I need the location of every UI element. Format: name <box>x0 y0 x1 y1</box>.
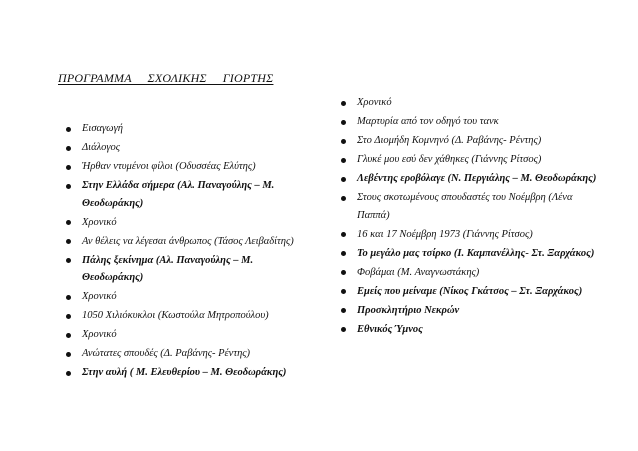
program-item-text: Αν θέλεις να λέγεσαι άνθρωπος (Τάσος Λειβαδίτης) <box>82 235 294 247</box>
program-item <box>341 245 603 263</box>
program-item-text: Εισαγωγή <box>82 123 123 134</box>
program-item-text: Στην αυλή ( Μ. Ελευθερίου – Μ. Θεοδωράκης) <box>82 367 287 378</box>
program-item <box>341 302 603 320</box>
bullet-icon <box>341 177 346 182</box>
bullet-icon <box>341 101 346 106</box>
bullet-icon <box>341 270 346 275</box>
program-item <box>341 132 603 150</box>
program-item <box>66 326 316 344</box>
program-item-text: Προσκλητήριο Νεκρών <box>357 304 460 316</box>
bullet-icon <box>66 333 71 338</box>
bullet-icon <box>66 314 71 319</box>
program-item-text: Εμείς που μείναμε (Νίκος Γκάτσος – Στ. Ξαρχάκος) <box>357 285 583 297</box>
bullet-icon <box>341 289 346 294</box>
program-item <box>341 94 603 112</box>
program-item-text: Χρονικό <box>82 291 117 302</box>
program-item-text: Χρονικό <box>82 216 117 228</box>
program-item <box>341 283 603 301</box>
program-item <box>66 345 316 363</box>
bullet-icon <box>66 184 71 189</box>
program-item-text: Το μεγάλο μας τσίρκο (Ι. Καμπανέλλης- Στ. Ξαρχάκος) <box>357 247 595 259</box>
program-item <box>66 307 316 325</box>
program-item-text: Πάλης ξεκίνημα (Αλ. Παναγούλης – Μ. Θεοδωράκης) <box>82 254 254 283</box>
right-program-list <box>341 94 603 340</box>
program-item-text: Διάλογος <box>82 142 121 153</box>
program-item <box>341 226 603 244</box>
program-item <box>66 177 316 212</box>
program-item-text: Χρονικό <box>82 329 117 340</box>
program-item <box>66 364 316 382</box>
program-item-text: Στην Ελλάδα σήμερα (Αλ. Παναγούλης – Μ. Θεοδωράκης) <box>82 180 275 209</box>
program-item <box>66 139 316 157</box>
bullet-icon <box>66 146 71 151</box>
program-item-text: Στο Διομήδη Κομνηνό (Δ. Ραβάνης- Ρέντης) <box>357 135 542 146</box>
bullet-icon <box>66 220 71 225</box>
program-item-text: Λεβέντης εροβόλαγε (Ν. Περγιάλης – Μ. Θεοδωράκης) <box>357 173 597 184</box>
program-item-text: Ανώτατες σπουδές (Δ. Ραβάνης- Ρέντης) <box>82 348 251 359</box>
program-item-text: Χρονικό <box>357 97 392 108</box>
bullet-icon <box>341 232 346 237</box>
bullet-icon <box>66 165 71 170</box>
program-item-text: 1050 Χιλιόκυκλοι (Κωστούλα Μητροπούλου) <box>82 310 269 321</box>
program-item-text: Ήρθαν ντυμένοι φίλοι (Οδυσσέας Ελύτης) <box>82 161 256 172</box>
program-item-text: Στους σκοτωμένους σπουδαστές του Νοέμβρη (Λένα Παππά) <box>357 192 573 221</box>
program-item <box>66 120 316 138</box>
program-item <box>66 233 316 251</box>
program-item-text: Μαρτυρία από τον οδηγό του τανκ <box>357 116 499 127</box>
program-item-text: Γλυκέ μου εσύ δεν χάθηκες (Γιάννης Ρίτσος) <box>357 154 542 165</box>
bullet-icon <box>66 371 71 376</box>
program-item <box>66 288 316 306</box>
program-item <box>341 321 603 339</box>
bullet-icon <box>341 327 346 332</box>
bullet-icon <box>66 258 71 263</box>
program-item-text: Εθνικός Ύμνος <box>357 323 423 335</box>
program-item <box>341 170 603 188</box>
bullet-icon <box>66 352 71 357</box>
bullet-icon <box>66 239 71 244</box>
program-item <box>341 189 603 224</box>
program-item <box>341 264 603 282</box>
bullet-icon <box>66 295 71 300</box>
program-item <box>341 113 603 131</box>
program-item <box>66 252 316 287</box>
program-item <box>341 151 603 169</box>
bullet-icon <box>341 139 346 144</box>
bullet-icon <box>66 127 71 132</box>
bullet-icon <box>341 251 346 256</box>
bullet-icon <box>341 120 346 125</box>
bullet-icon <box>341 308 346 313</box>
bullet-icon <box>341 158 346 163</box>
program-title: ΠΡΟΓΡΑΜΜΑ ΣΧΟΛΙΚΗΣ ΓΙΟΡΤΗΣ <box>58 71 274 85</box>
program-item-text: Φοβάμαι (Μ. Αναγνωστάκης) <box>357 266 480 278</box>
bullet-icon <box>341 196 346 201</box>
program-item-text: 16 και 17 Νοέμβρη 1973 (Γιάννης Ρίτσος) <box>357 228 533 240</box>
program-item <box>66 158 316 176</box>
program-item <box>66 214 316 232</box>
left-program-list <box>66 120 316 383</box>
